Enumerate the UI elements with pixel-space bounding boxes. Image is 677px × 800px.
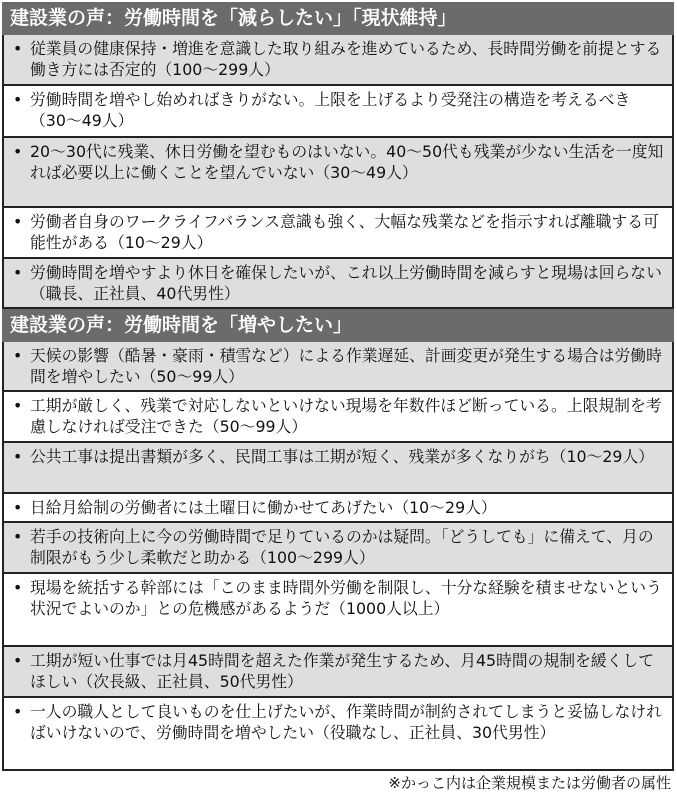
bullet-icon: •	[13, 651, 23, 670]
comment-item	[4, 494, 672, 523]
comment-item	[4, 138, 672, 208]
comment-text: 労働者自身のワークライフバランス意識も強く、大幅な残業などを指示すれば離職する可能性がある（10〜29人）	[30, 212, 659, 252]
section-header-increase: 建設業の声：労働時間を「増やしたい」	[2, 309, 674, 342]
bullet-icon: •	[13, 702, 23, 721]
comment-item	[4, 259, 672, 309]
bullet-icon: •	[13, 447, 23, 466]
comment-item	[4, 698, 672, 771]
comment-item	[4, 86, 672, 138]
bullet-icon: •	[13, 212, 23, 231]
bullet-icon: •	[13, 39, 23, 58]
comment-item	[4, 443, 672, 494]
bullet-icon: •	[13, 346, 23, 365]
comment-item	[4, 647, 672, 698]
bullet-icon: •	[13, 396, 23, 415]
comment-text: 20〜30代に残業、休日労働を望むものはいない。40〜50代も残業が少ない生活を一度知れば必要以上に働くことを望んでいない（30〜49人）	[30, 142, 664, 182]
comment-item	[4, 392, 672, 443]
bullet-icon: •	[13, 142, 23, 161]
comment-list-reduce	[2, 35, 674, 309]
comment-text: 工期が厳しく、残業で対応しないといけない現場を年数件ほど断っている。上限規制を考慮しなければ受注できた（50〜99人）	[30, 396, 662, 436]
comment-text: 労働時間を増やすより休日を確保したいが、これ以上労働時間を減らすと現場は回らない（職長、正社員、40代男性）	[30, 263, 662, 303]
comment-item	[4, 208, 672, 259]
comment-text: 天候の影響（酷暑・豪雨・積雪など）による作業遅延、計画変更が発生する場合は労働時間を増やしたい（50〜99人）	[30, 346, 662, 386]
comments-panel	[2, 2, 674, 771]
bullet-icon: •	[13, 90, 23, 109]
comment-item	[4, 342, 672, 392]
comment-text: 公共工事は提出書類が多く、民間工事は工期が短く、残業が多くなりがち（10〜29人）	[30, 447, 655, 466]
comment-item	[4, 523, 672, 574]
comment-item	[4, 35, 672, 86]
comment-list-increase	[2, 342, 674, 771]
bullet-icon: •	[13, 263, 23, 282]
footnote: ※かっこ内は企業規模または労働者の属性	[388, 774, 671, 792]
comment-text: 日給月給制の労働者には土曜日に働かせてあげたい（10〜29人）	[30, 498, 497, 517]
bullet-icon: •	[13, 527, 23, 546]
comment-text: 労働時間を増やし始めればきりがない。上限を上げるより受発注の構造を考えるべき（30〜49人）	[30, 90, 631, 130]
bullet-icon: •	[13, 578, 23, 597]
comment-item	[4, 574, 672, 647]
comment-text: 若手の技術向上に今の労働時間で足りているのかは疑問。「どうしても」に備えて、月の制限がもう少し柔軟だと助かる（100〜299人）	[30, 527, 654, 567]
comment-text: 従業員の健康保持・増進を意識した取り組みを進めているため、長時間労働を前提とする働き方には否定的（100〜299人）	[30, 39, 662, 79]
comment-text: 工期が短い仕事では月45時間を超えた作業が発生するため、月45時間の規制を緩くしてほしい（次長級、正社員、50代男性）	[30, 651, 655, 691]
section-header-reduce: 建設業の声：労働時間を「減らしたい」「現状維持」	[2, 2, 674, 35]
comment-text: 一人の職人として良いものを仕上げたいが、作業時間が制約されてしまうと妥協しなければいけないので、労働時間を増やしたい（役職なし、正社員、30代男性）	[30, 702, 662, 742]
comment-text: 現場を統括する幹部には「このまま時間外労働を制限し、十分な経験を積ませないという状況でよいのか」との危機感があるようだ（1000人以上）	[30, 578, 662, 618]
bullet-icon: •	[13, 498, 23, 517]
